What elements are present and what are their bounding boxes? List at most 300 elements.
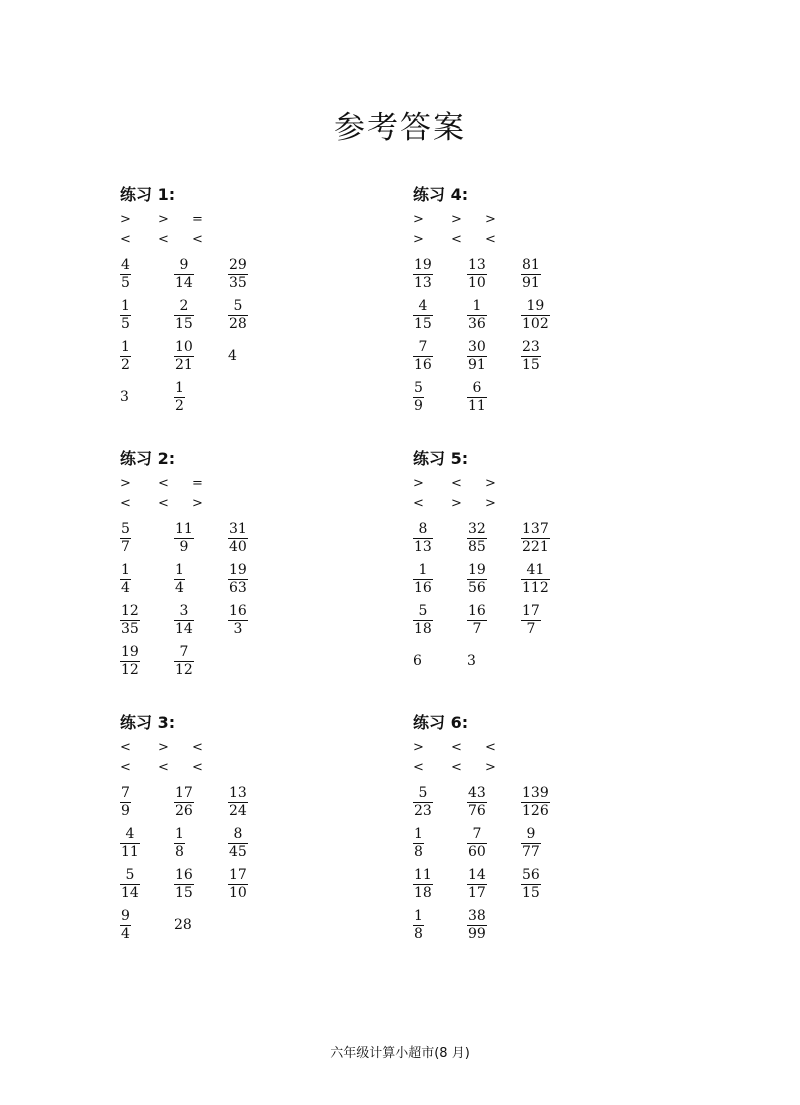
comparison-symbol: < <box>158 760 169 775</box>
fraction-answer <box>467 823 487 861</box>
fraction <box>174 298 194 333</box>
denominator: 9 <box>179 539 189 555</box>
fraction <box>120 562 131 597</box>
fraction-answer <box>467 518 487 556</box>
fraction-answer <box>174 254 194 292</box>
fraction-answer <box>413 336 433 374</box>
numerator: 16 <box>175 867 193 883</box>
numerator: 5 <box>233 298 243 314</box>
fraction-answer <box>174 336 194 374</box>
denominator: 2 <box>121 357 130 373</box>
comparison-symbol: > <box>158 740 169 755</box>
numerator: 19 <box>414 257 432 273</box>
fraction <box>228 785 248 820</box>
section-1 <box>120 182 420 442</box>
numerator: 1 <box>414 908 423 924</box>
denominator: 112 <box>522 580 549 596</box>
numerator: 2 <box>179 298 189 314</box>
fraction-answer <box>120 905 131 943</box>
section-3 <box>120 446 420 706</box>
numerator: 19 <box>229 562 247 578</box>
fraction <box>413 339 433 374</box>
numerator: 5 <box>121 521 130 537</box>
fraction <box>120 521 131 556</box>
fraction-answer <box>467 864 487 902</box>
fraction <box>120 826 140 861</box>
denominator: 63 <box>229 580 247 596</box>
numerator: 11 <box>175 521 193 537</box>
section-title: 练习 2: <box>120 449 176 468</box>
fraction-answer <box>521 782 550 820</box>
denominator: 35 <box>121 621 139 637</box>
comparison-symbol: > <box>451 212 462 227</box>
numerator: 8 <box>233 826 243 842</box>
whole-number: 6 <box>413 653 422 669</box>
fraction-answer <box>228 295 248 333</box>
fraction-answer <box>413 295 433 333</box>
fraction-answer <box>174 864 194 902</box>
fraction <box>413 826 424 861</box>
fraction <box>228 603 248 638</box>
section-title: 练习 1: <box>120 185 176 204</box>
fraction <box>413 380 424 415</box>
fraction-answer <box>120 295 131 333</box>
fraction-answer <box>521 823 541 861</box>
comparison-symbol: < <box>192 760 203 775</box>
denominator: 126 <box>522 803 549 819</box>
numerator: 11 <box>414 867 432 883</box>
comparison-row <box>413 212 613 230</box>
fraction-answer <box>120 823 140 861</box>
fraction-answer <box>228 559 248 597</box>
denominator: 4 <box>175 580 184 596</box>
fraction <box>174 339 194 374</box>
fraction <box>413 908 424 943</box>
denominator: 102 <box>522 316 549 332</box>
comparison-symbol: = <box>192 476 203 491</box>
denominator: 11 <box>121 844 139 860</box>
fraction <box>174 521 194 556</box>
fraction <box>120 867 140 902</box>
section-4 <box>413 446 713 706</box>
fraction <box>228 257 248 292</box>
denominator: 7 <box>121 539 130 555</box>
comparison-symbol: < <box>413 760 424 775</box>
numerator: 38 <box>468 908 486 924</box>
fraction <box>120 298 131 333</box>
fraction <box>467 380 487 415</box>
fraction <box>120 644 140 679</box>
denominator: 15 <box>175 316 193 332</box>
numerator: 139 <box>522 785 549 801</box>
denominator: 14 <box>175 275 193 291</box>
numerator: 5 <box>418 785 428 801</box>
whole-number-answer <box>467 650 476 670</box>
fraction-answer <box>521 336 541 374</box>
fraction-answer <box>120 559 131 597</box>
numerator: 7 <box>121 785 130 801</box>
denominator: 14 <box>121 885 139 901</box>
comparison-symbol: < <box>451 476 462 491</box>
fraction-answer <box>228 782 248 820</box>
comparison-row <box>120 232 320 250</box>
comparison-row <box>120 740 320 758</box>
page-title: 参考答案 <box>334 110 466 146</box>
fraction-answer <box>467 905 487 943</box>
fraction <box>413 257 433 292</box>
numerator: 41 <box>526 562 545 578</box>
fraction <box>467 298 487 333</box>
fraction-answer <box>228 864 248 902</box>
denominator: 16 <box>414 357 432 373</box>
fraction <box>174 257 194 292</box>
denominator: 15 <box>175 885 193 901</box>
numerator: 9 <box>179 257 189 273</box>
numerator: 5 <box>125 867 135 883</box>
denominator: 35 <box>229 275 247 291</box>
fraction-answer <box>174 600 194 638</box>
fraction <box>174 644 194 679</box>
whole-number-answer <box>120 386 129 406</box>
denominator: 18 <box>414 621 432 637</box>
fraction <box>467 785 487 820</box>
denominator: 18 <box>414 885 432 901</box>
denominator: 77 <box>522 844 540 860</box>
denominator: 3 <box>233 621 243 637</box>
denominator: 15 <box>522 885 540 901</box>
numerator: 32 <box>468 521 486 537</box>
fraction <box>521 521 550 556</box>
numerator: 5 <box>418 603 428 619</box>
comparison-row <box>413 496 613 514</box>
fraction <box>521 785 550 820</box>
fraction <box>521 257 541 292</box>
fraction <box>174 603 194 638</box>
denominator: 10 <box>468 275 486 291</box>
fraction <box>228 298 248 333</box>
fraction <box>228 826 248 861</box>
denominator: 5 <box>121 316 130 332</box>
fraction <box>521 826 541 861</box>
fraction-answer <box>228 600 248 638</box>
numerator: 1 <box>121 562 130 578</box>
denominator: 56 <box>468 580 486 596</box>
denominator: 2 <box>175 398 184 414</box>
whole-number: 4 <box>228 348 237 364</box>
fraction <box>413 562 433 597</box>
comparison-symbol: < <box>451 740 462 755</box>
numerator: 17 <box>229 867 247 883</box>
comparison-symbol: > <box>451 496 462 511</box>
comparison-symbol: < <box>158 232 169 247</box>
whole-number: 3 <box>120 389 129 405</box>
numerator: 7 <box>418 339 428 355</box>
numerator: 1 <box>121 298 130 314</box>
section-6 <box>413 710 713 970</box>
denominator: 24 <box>229 803 247 819</box>
fraction <box>413 785 433 820</box>
denominator: 8 <box>175 844 184 860</box>
fraction-answer <box>228 518 248 556</box>
fraction <box>413 603 433 638</box>
comparison-symbol: < <box>192 740 203 755</box>
fraction <box>120 339 131 374</box>
fraction-answer <box>120 336 131 374</box>
denominator: 28 <box>229 316 247 332</box>
section-title: 练习 5: <box>413 449 469 468</box>
fraction-answer <box>467 600 487 638</box>
comparison-symbol: > <box>192 496 203 511</box>
fraction <box>120 908 131 943</box>
fraction <box>174 380 185 415</box>
fraction-answer <box>521 600 541 638</box>
section-title: 练习 3: <box>120 713 176 732</box>
comparison-symbol: < <box>158 496 169 511</box>
fraction <box>413 867 433 902</box>
fraction-answer <box>120 518 131 556</box>
fraction-answer <box>467 336 487 374</box>
fraction <box>467 562 487 597</box>
numerator: 19 <box>121 644 139 660</box>
fraction-answer <box>120 782 131 820</box>
numerator: 8 <box>418 521 428 537</box>
comparison-row <box>413 760 613 778</box>
fraction-answer <box>120 641 140 679</box>
numerator: 1 <box>175 826 184 842</box>
numerator: 3 <box>179 603 189 619</box>
section-2 <box>413 182 713 442</box>
numerator: 1 <box>175 380 184 396</box>
denominator: 17 <box>468 885 486 901</box>
fraction-answer <box>467 559 487 597</box>
fraction <box>467 908 487 943</box>
numerator: 13 <box>468 257 486 273</box>
comparison-symbol: < <box>485 740 496 755</box>
whole-number: 28 <box>174 917 192 933</box>
denominator: 12 <box>121 662 139 678</box>
fraction-answer <box>413 905 424 943</box>
denominator: 76 <box>468 803 486 819</box>
fraction-answer <box>413 559 433 597</box>
fraction-answer <box>413 600 433 638</box>
comparison-symbol: > <box>413 232 424 247</box>
comparison-symbol: > <box>413 476 424 491</box>
denominator: 85 <box>468 539 486 555</box>
section-title: 练习 4: <box>413 185 469 204</box>
whole-number-answer <box>228 345 237 365</box>
page-footer: 六年级计算小超市(8 月) <box>330 1046 470 1061</box>
numerator: 1 <box>175 562 184 578</box>
fraction-answer <box>521 295 550 333</box>
fraction-answer <box>174 518 194 556</box>
section-title: 练习 6: <box>413 713 469 732</box>
denominator: 91 <box>522 275 540 291</box>
fraction-answer <box>467 295 487 333</box>
comparison-symbol: > <box>158 212 169 227</box>
numerator: 9 <box>526 826 536 842</box>
comparison-symbol: < <box>451 232 462 247</box>
numerator: 5 <box>414 380 423 396</box>
denominator: 13 <box>414 539 432 555</box>
denominator: 13 <box>414 275 432 291</box>
numerator: 16 <box>229 603 247 619</box>
denominator: 36 <box>468 316 486 332</box>
denominator: 4 <box>121 926 130 942</box>
comparison-row <box>120 212 320 230</box>
fraction-answer <box>467 254 487 292</box>
denominator: 99 <box>468 926 486 942</box>
fraction <box>120 257 131 292</box>
fraction <box>521 339 541 374</box>
fraction-answer <box>174 295 194 333</box>
numerator: 19 <box>526 298 545 314</box>
numerator: 137 <box>522 521 549 537</box>
numerator: 6 <box>472 380 482 396</box>
denominator: 91 <box>468 357 486 373</box>
fraction <box>521 603 541 638</box>
fraction-answer <box>467 782 487 820</box>
denominator: 7 <box>472 621 482 637</box>
fraction <box>413 298 433 333</box>
numerator: 9 <box>121 908 130 924</box>
numerator: 19 <box>468 562 486 578</box>
numerator: 16 <box>468 603 486 619</box>
fraction <box>467 257 487 292</box>
fraction <box>174 826 185 861</box>
fraction-answer <box>413 377 424 415</box>
fraction-answer <box>521 518 550 556</box>
denominator: 5 <box>121 275 130 291</box>
numerator: 7 <box>472 826 482 842</box>
numerator: 4 <box>418 298 428 314</box>
comparison-row <box>413 232 613 250</box>
comparison-row <box>413 476 613 494</box>
numerator: 7 <box>179 644 189 660</box>
fraction-answer <box>120 254 131 292</box>
fraction <box>521 867 541 902</box>
fraction <box>467 867 487 902</box>
comparison-row <box>120 760 320 778</box>
numerator: 1 <box>418 562 428 578</box>
numerator: 4 <box>121 257 130 273</box>
fraction-answer <box>413 782 433 820</box>
numerator: 43 <box>468 785 486 801</box>
fraction <box>521 298 550 333</box>
denominator: 12 <box>175 662 193 678</box>
denominator: 10 <box>229 885 247 901</box>
denominator: 15 <box>522 357 540 373</box>
comparison-symbol: < <box>192 232 203 247</box>
fraction-answer <box>228 254 248 292</box>
comparison-symbol: > <box>485 476 496 491</box>
denominator: 4 <box>121 580 130 596</box>
fraction-answer <box>120 864 140 902</box>
fraction-answer <box>413 518 433 556</box>
fraction <box>228 521 248 556</box>
numerator: 17 <box>522 603 540 619</box>
fraction-answer <box>174 559 185 597</box>
fraction <box>467 826 487 861</box>
numerator: 10 <box>175 339 193 355</box>
numerator: 13 <box>229 785 247 801</box>
fraction <box>228 562 248 597</box>
numerator: 23 <box>522 339 540 355</box>
denominator: 9 <box>414 398 423 414</box>
comparison-symbol: = <box>192 212 203 227</box>
fraction <box>174 867 194 902</box>
fraction-answer <box>467 377 487 415</box>
comparison-symbol: < <box>120 496 131 511</box>
fraction <box>120 603 140 638</box>
fraction-answer <box>521 559 550 597</box>
fraction-answer <box>174 782 194 820</box>
fraction-answer <box>413 254 433 292</box>
comparison-symbol: > <box>413 740 424 755</box>
denominator: 14 <box>175 621 193 637</box>
comparison-symbol: < <box>451 760 462 775</box>
comparison-row <box>120 496 320 514</box>
numerator: 12 <box>121 603 139 619</box>
comparison-row <box>120 476 320 494</box>
fraction <box>467 603 487 638</box>
fraction-answer <box>120 600 140 638</box>
numerator: 29 <box>229 257 247 273</box>
numerator: 14 <box>468 867 486 883</box>
numerator: 1 <box>121 339 130 355</box>
comparison-symbol: > <box>413 212 424 227</box>
comparison-row <box>413 740 613 758</box>
fraction-answer <box>228 823 248 861</box>
denominator: 9 <box>121 803 130 819</box>
fraction-answer <box>174 641 194 679</box>
numerator: 31 <box>229 521 247 537</box>
fraction <box>174 562 185 597</box>
comparison-symbol: < <box>120 232 131 247</box>
comparison-symbol: > <box>120 212 131 227</box>
whole-number: 3 <box>467 653 476 669</box>
denominator: 221 <box>522 539 549 555</box>
whole-number-answer <box>174 914 192 934</box>
comparison-symbol: < <box>120 740 131 755</box>
numerator: 81 <box>522 257 540 273</box>
fraction <box>467 339 487 374</box>
fraction <box>174 785 194 820</box>
numerator: 30 <box>468 339 486 355</box>
fraction-answer <box>174 823 185 861</box>
fraction-answer <box>413 823 424 861</box>
numerator: 1 <box>472 298 482 314</box>
numerator: 17 <box>175 785 193 801</box>
section-5 <box>120 710 420 970</box>
numerator: 56 <box>522 867 540 883</box>
fraction-answer <box>174 377 185 415</box>
denominator: 45 <box>229 844 247 860</box>
numerator: 1 <box>414 826 423 842</box>
comparison-symbol: < <box>158 476 169 491</box>
denominator: 11 <box>468 398 486 414</box>
comparison-symbol: < <box>485 232 496 247</box>
fraction <box>228 867 248 902</box>
comparison-symbol: > <box>485 760 496 775</box>
comparison-symbol: < <box>413 496 424 511</box>
denominator: 23 <box>414 803 432 819</box>
denominator: 7 <box>526 621 536 637</box>
fraction <box>521 562 550 597</box>
denominator: 16 <box>414 580 432 596</box>
whole-number-answer <box>413 650 422 670</box>
comparison-symbol: < <box>120 760 131 775</box>
comparison-symbol: > <box>120 476 131 491</box>
